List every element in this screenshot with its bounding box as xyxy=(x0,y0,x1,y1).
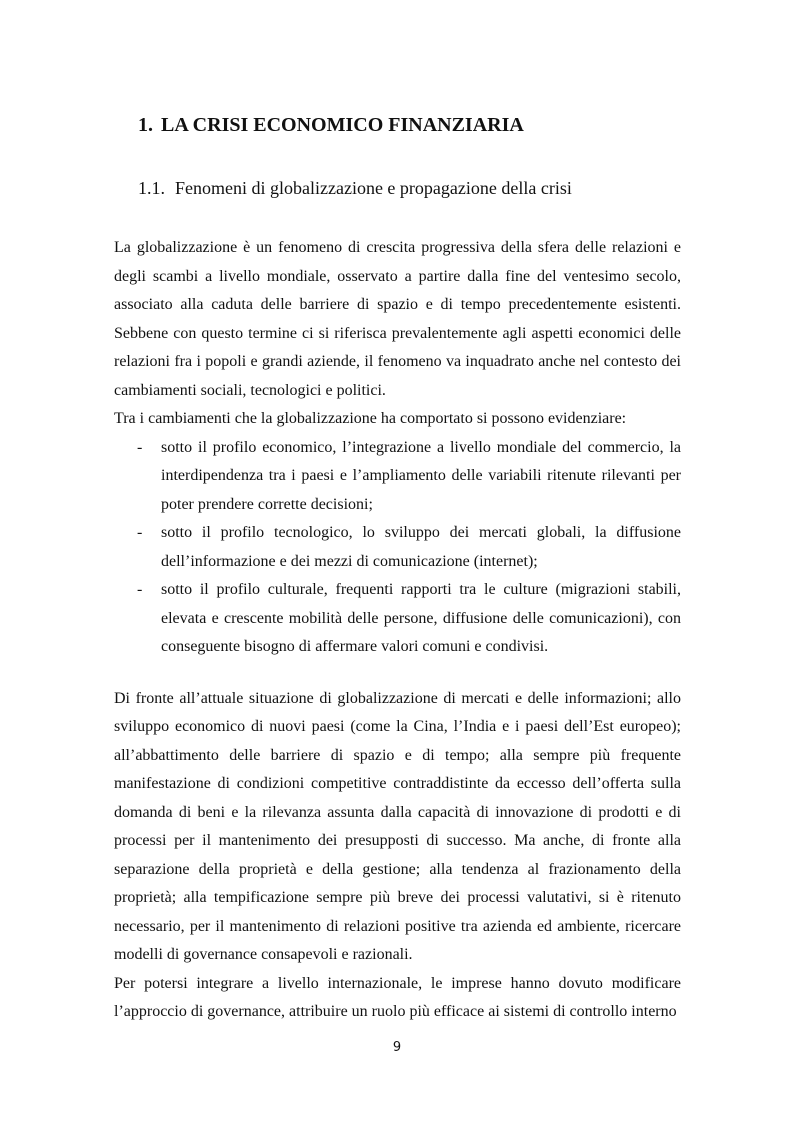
paragraph-list-lead: Tra i cambiamenti che la globalizzazione ha comportato si possono evidenziare: xyxy=(114,410,627,427)
list-item xyxy=(114,519,681,576)
list-dash: - xyxy=(137,581,143,598)
section-heading xyxy=(138,178,572,199)
list-item-text: sotto il profilo economico, l’integrazione a livello mondiale del commercio, la interdipendenza tra i paesi e l’ampliamento delle variabili ritenute rilevanti per poter prendere corrette decisioni; xyxy=(161,438,681,513)
chapter-heading xyxy=(138,114,524,137)
list-dash: - xyxy=(137,438,143,456)
section-number: 1.1. xyxy=(138,178,165,198)
paragraph-governance: Per potersi integrare a livello internazionale, le imprese hanno dovuto modificare l’approccio di governance, attribuire un ruolo più efficace ai sistemi di controllo interno xyxy=(114,974,681,1020)
list-item xyxy=(114,576,681,662)
body-text xyxy=(114,234,681,1027)
paragraph-intro: La globalizzazione è un fenomeno di crescita progressiva della sfera delle relazioni e degli scambi a livello mondiale, osservato a partire dalla fine del ventesimo secolo, associato alla caduta delle barriere di spazio e di tempo precedentemente esistenti. Sebbene con questo termine ci si riferisca prevalentemente agli aspetti economici delle relazioni fra i popoli e grandi aziende, il fenomeno va inquadrato anche nel contesto dei cambiamenti sociali, tecnologici e politici. xyxy=(114,239,681,399)
paragraph-context: Di fronte all’attuale situazione di globalizzazione di mercati e delle informazioni; allo sviluppo economico di nuovi paesi (come la Cina, l’India e i paesi dell’Est europeo); all’abbattimento delle barriere di spazio e di tempo; alla sempre più frequente manifestazione di condizioni competitive contraddistinte da eccesso dell’offerta sulla domanda di beni e la rilevanza assunta dalla capacità di innovazione di prodotti e di processi per il mantenimento dei presupposti di successo. Ma anche, di fronte alla separazione della proprietà e della gestione; alla tendenza al frazionamento della proprietà; alla tempificazione sempre più breve dei processi valutativi, si è ritenuto necessario, per il mantenimento di relazioni positive tra azienda ed ambiente, ricercare modelli di governance consapevoli e razionali. xyxy=(114,689,681,963)
list-dash: - xyxy=(137,524,143,541)
list-item xyxy=(114,434,681,520)
page-number: 9 xyxy=(392,1040,402,1055)
list-item-text: sotto il profilo culturale, frequenti rapporti tra le culture (migrazioni stabili, elevata e crescente mobilità delle persone, diffusione delle comunicazioni), con conseguente bisogno di affermare valori comuni e condivisi. xyxy=(161,581,681,655)
section-title: Fenomeni di globalizzazione e propagazione della crisi xyxy=(175,178,572,198)
chapter-title: LA CRISI ECONOMICO FINANZIARIA xyxy=(161,114,524,136)
chapter-number: 1. xyxy=(138,114,153,136)
changes-list xyxy=(114,434,681,662)
list-item-text: sotto il profilo tecnologico, lo sviluppo dei mercati globali, la diffusione dell’informazione e dei mezzi di comunicazione (internet); xyxy=(161,524,681,570)
